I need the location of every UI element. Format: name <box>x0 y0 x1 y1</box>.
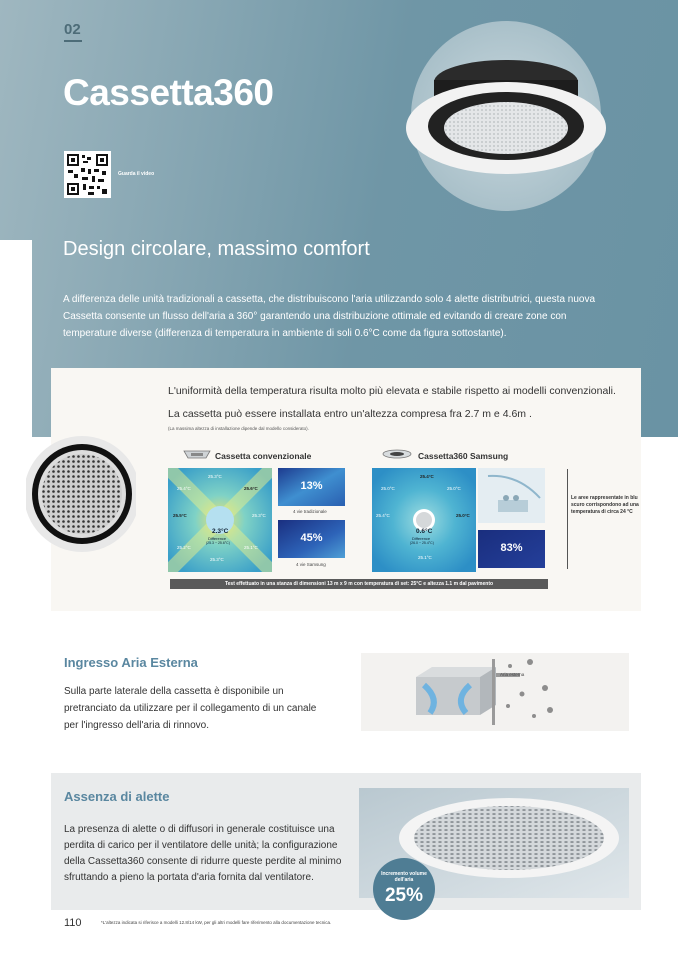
cassetta360-product-image <box>400 20 612 212</box>
alette-heading: Assenza di alette <box>64 789 170 804</box>
page-title: Cassetta360 <box>63 72 274 113</box>
hero-notch <box>0 240 32 440</box>
conv-center-diff: 2.3°C <box>212 528 229 535</box>
page-number: 110 <box>64 917 82 929</box>
sam-temp-4: 25.4°C <box>376 513 390 518</box>
badge-value: 25% <box>384 885 424 906</box>
badge-label: Incremento volume dell'aria <box>381 871 427 883</box>
side-note-divider <box>567 469 568 569</box>
conventional-label: Cassetta convenzionale <box>215 451 312 461</box>
ingresso-heading: Ingresso Aria Esterna <box>64 655 198 670</box>
qr-label[interactable]: Guarda il video <box>118 171 155 177</box>
sam-temp-2: 25.0°C <box>381 486 395 491</box>
test-conditions-bar: Test effettuato in una stanza di dimensioni 13 m x 9 m con temperatura di set: 25°C e altezza 1.1 m dal pavimento <box>170 579 548 589</box>
conv-temp-8: 25.3°C <box>210 557 224 562</box>
conv-pct-top: 13% <box>300 480 323 492</box>
comparison-lead-2: La cassetta può essere installata entro un'altezza compresa fra 2.7 m e 4.6m . <box>168 408 532 420</box>
samsung-pct: 83% <box>500 542 523 554</box>
section-subtitle: Design circolare, massimo comfort <box>63 238 370 260</box>
samsung-cassette-icon <box>381 448 413 462</box>
snowflake-icons <box>500 656 560 726</box>
samsung-label: Cassetta360 Samsung <box>418 451 509 461</box>
ingresso-paragraph: Sulla parte laterale della cassetta è disponibile un pretranciato da utilizzare per il collegamento di un canale per l'ingresso dell'aria di rinnovo. <box>64 686 317 731</box>
conv-center-range: (25.3 ~ 25.6°C) <box>206 541 230 545</box>
diagram-label: Aria esterna <box>500 672 525 677</box>
comparison-note: (La massima altezza di installazione dipende dal modello considerato). <box>168 426 309 431</box>
comparison-lead-1: L'uniformità della temperatura risulta molto più elevata e stabile rispetto ai modelli convenzionali. <box>168 385 616 397</box>
sam-temp-6: 25.1°C <box>418 555 432 560</box>
conv-pct-top-caption: 4 vie tradizionale <box>293 509 327 514</box>
sam-center-range: (26.0 ~ 25.4°C) <box>410 541 434 545</box>
section-number: 02 <box>64 21 81 38</box>
conv-pct-bottom: 45% <box>300 532 323 544</box>
air-volume-badge <box>373 858 435 920</box>
conv-pct-bottom-caption: 4 vie Samsung <box>296 562 326 567</box>
conventional-cassette-icon <box>182 448 212 462</box>
conv-temp-5: 25.3°C <box>252 513 266 518</box>
footnote: *L'altezza indicata si riferisce a modelli 12.8/14 kW, per gli altri modelli fare riferimento alla documentazione tecnica. <box>101 920 332 925</box>
side-note: Le aree rappresentate in blu scuro corrispondono ad una temperatura di circa 24 °C <box>571 495 639 515</box>
conv-temp-4: 25.5°C <box>173 513 187 518</box>
qr-code-icon[interactable] <box>64 151 111 198</box>
conv-temp-7: 25.1°C <box>244 545 258 550</box>
samsung-room-illustration <box>478 468 545 523</box>
sam-center-diff: 0.6°C <box>416 528 433 535</box>
sam-temp-1: 25.4°C <box>420 474 434 479</box>
conv-temp-3: 25.4°C <box>177 486 191 491</box>
cassetta-front-view-image <box>26 434 136 554</box>
intro-paragraph: A differenza delle unità tradizionali a cassetta, che distribuiscono l'aria utilizzando solo 4 alette distributrici, questa nuova Cassetta consente un flusso dell'aria a 360° garantendo una distribuzione ottimale ed evitando di creare zone con temperature diverse (differenza di temperatura in ambiente di soli 0.6°C come da figura sottostante). <box>63 294 596 339</box>
conv-temp-2: 25.6°C <box>244 486 258 491</box>
alette-paragraph: La presenza di alette o di diffusori in generale costituisce una perdita di carico per il ventilatore delle unità; la configurazione della Cassetta360 consente di ridurre queste perdite al minimo sfruttando a pieno la portata d'aria fornita dal ventilatore. <box>64 824 342 883</box>
conv-temp-6: 25.2°C <box>177 545 191 550</box>
sam-temp-5: 25.0°C <box>456 513 470 518</box>
sam-center-label: Difference <box>412 536 431 541</box>
comparison-panel <box>51 368 641 611</box>
conv-center-label: Difference <box>208 536 227 541</box>
conv-temp-1: 25.3°C <box>208 474 222 479</box>
sam-temp-3: 25.0°C <box>447 486 461 491</box>
section-underline <box>64 40 82 42</box>
